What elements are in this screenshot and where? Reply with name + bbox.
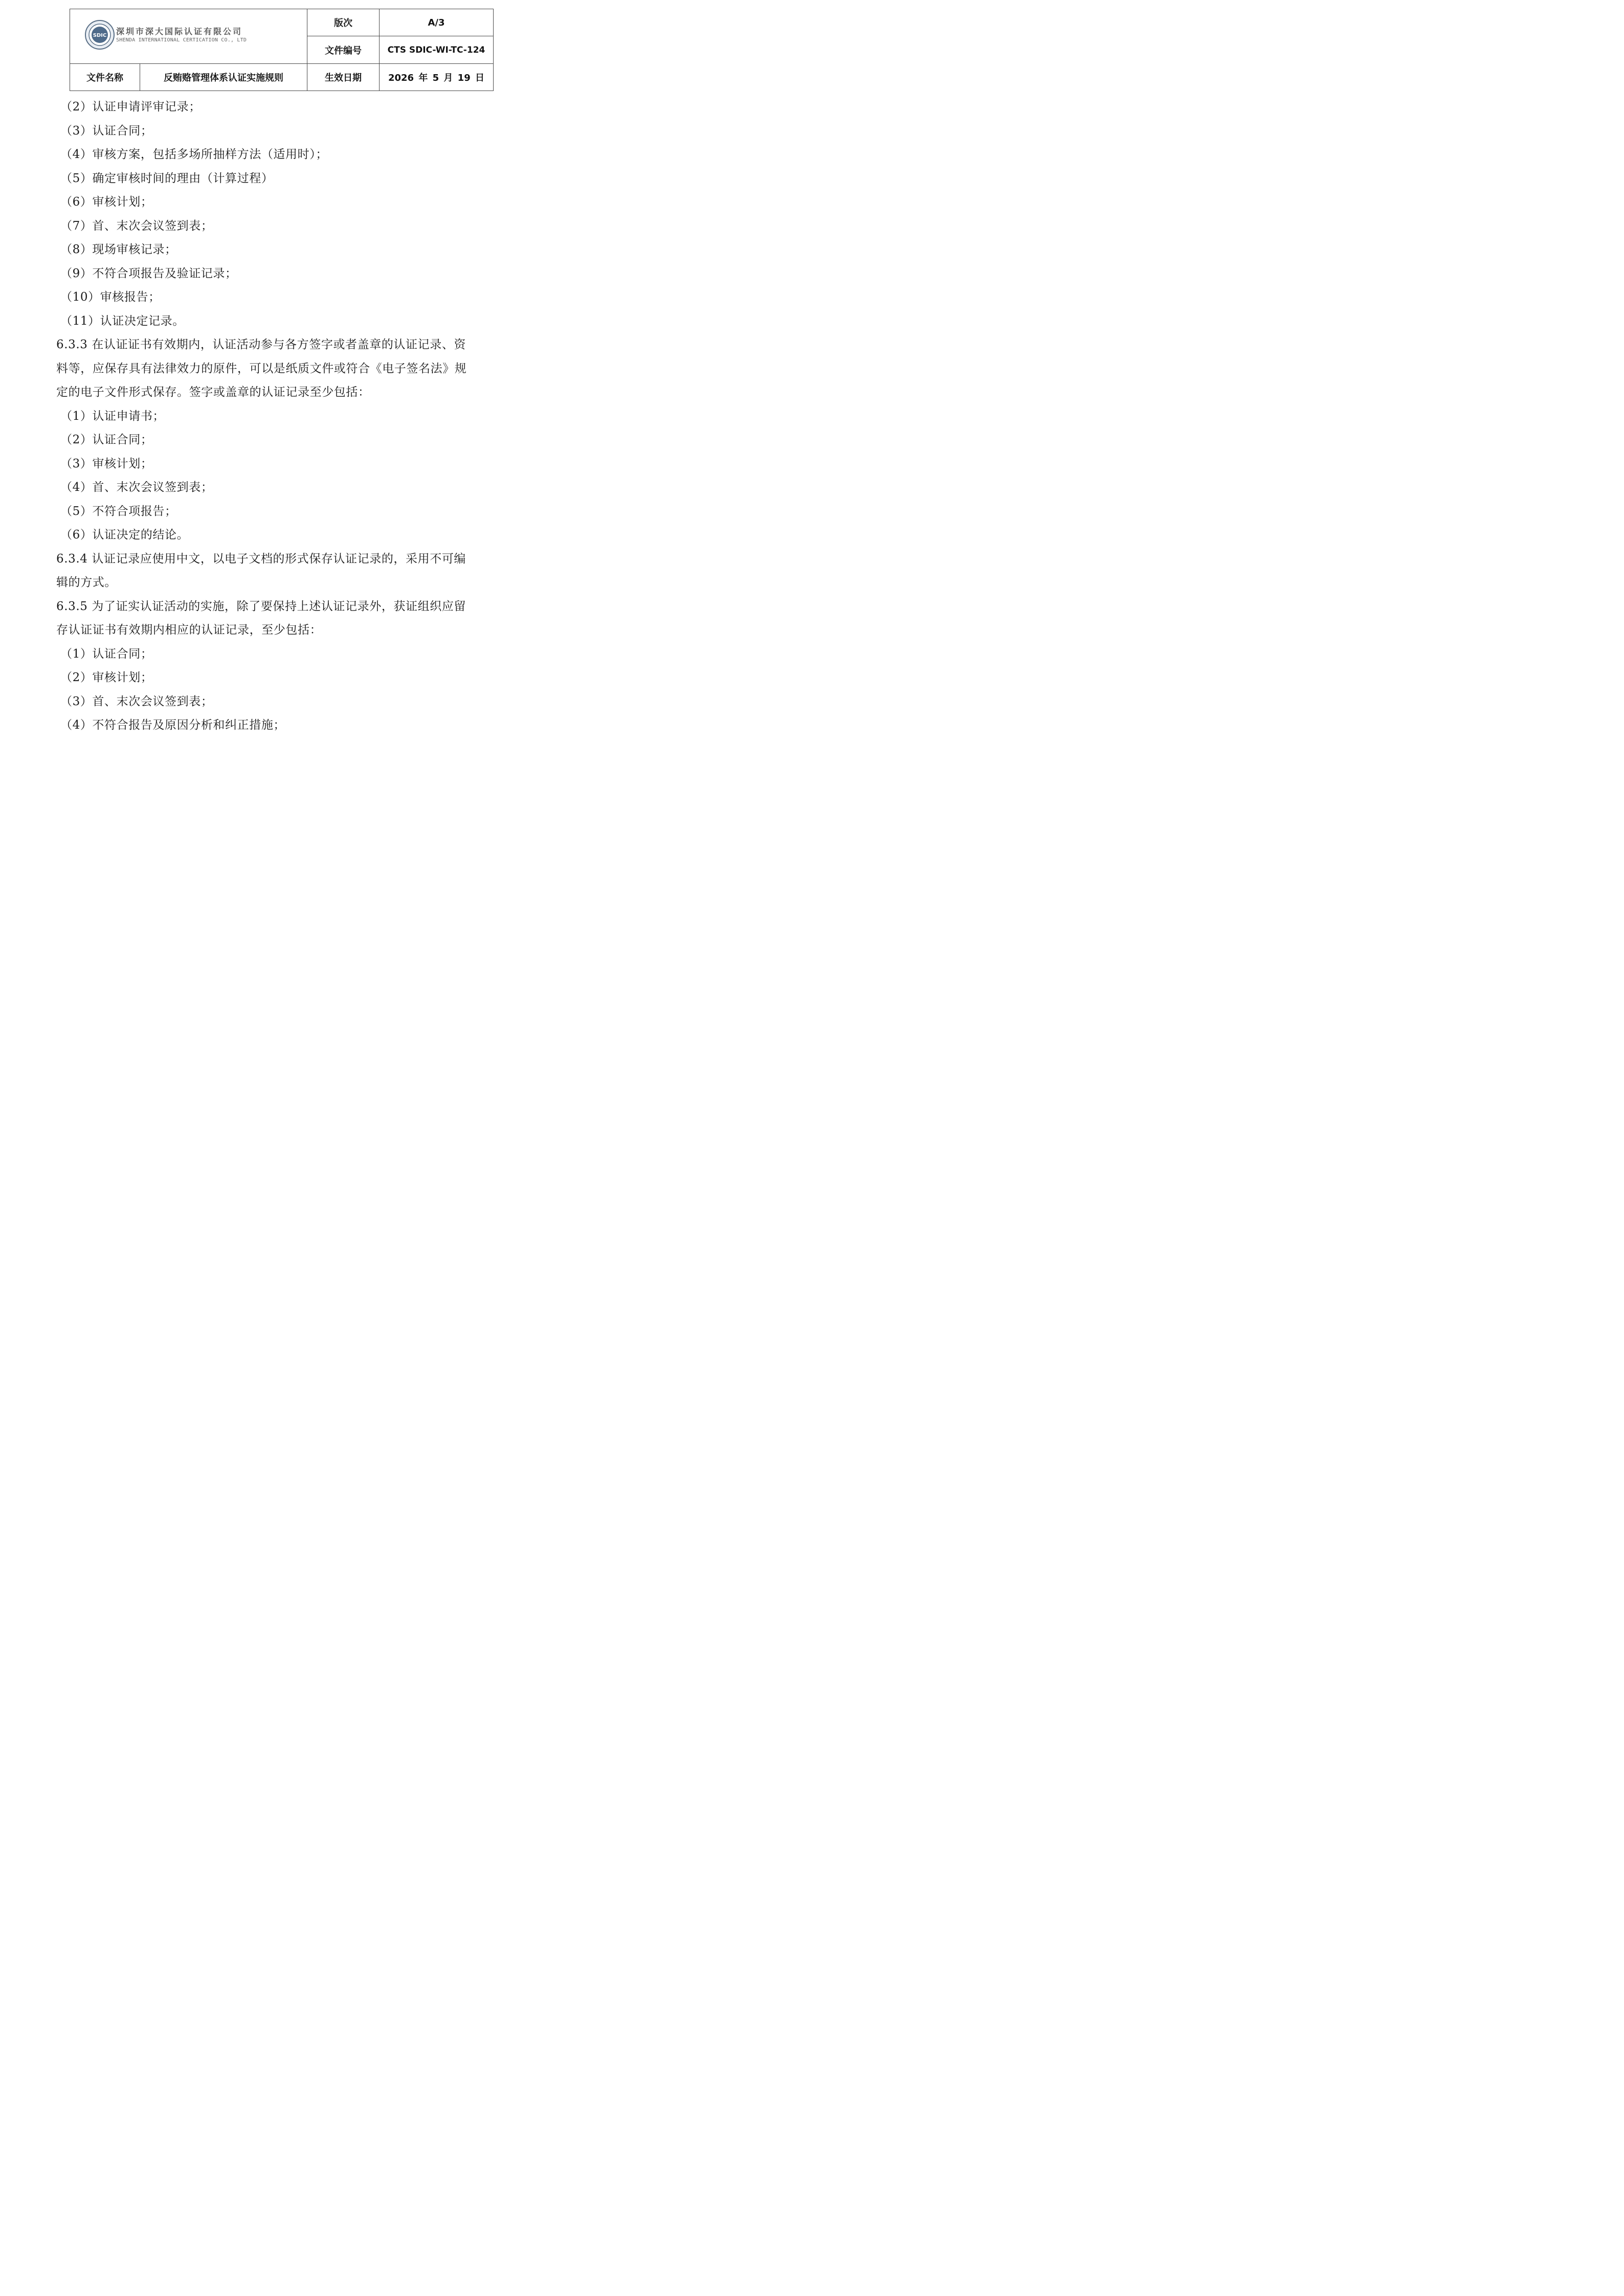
list-item: （5）不符合项报告； — [60, 504, 177, 518]
paragraph-line: 辑的方式。 — [56, 576, 117, 589]
list-item: （2）认证申请评审记录； — [60, 100, 201, 114]
list-item: （3）认证合同； — [60, 124, 153, 138]
svg-text:SDIC: SDIC — [93, 33, 107, 38]
document-body — [56, 95, 511, 737]
company-seal-logo — [84, 19, 115, 50]
company-name-cn: 深圳市深大国际认证有限公司 — [116, 27, 243, 36]
list-item: （3）审核计划； — [60, 457, 153, 470]
paragraph-line: 定的电子文件形式保存。签字或盖章的认证记录至少包括： — [56, 386, 370, 399]
list-item: （2）审核计划； — [60, 671, 153, 684]
list-item: （7）首、末次会议签到表； — [60, 219, 213, 233]
list-item: （8）现场审核记录； — [60, 243, 177, 256]
list-item: （3）首、末次会议签到表； — [60, 694, 213, 708]
company-logo-area — [70, 9, 307, 63]
list-item: （10）审核报告； — [60, 290, 161, 304]
list-item: （2）认证合同； — [60, 433, 153, 446]
company-name-en: SHENDA INTERNATIONAL CERTICATION CO., LTD — [116, 37, 247, 43]
version-label: 版次 — [334, 18, 352, 29]
list-item: （4）首、末次会议签到表； — [60, 481, 213, 494]
paragraph-line: 6.3.4 认证记录应使用中文，以电子文档的形式保存认证记录的，采用不可编 — [56, 552, 466, 566]
effective-date-label: 生效日期 — [325, 73, 362, 83]
doc-name-value: 反贿赂管理体系认证实施规则 — [164, 73, 283, 83]
doc-number-value: CTS SDIC-WI-TC-124 — [387, 44, 485, 55]
list-item: （4）不符合报告及原因分析和纠正措施； — [60, 718, 286, 732]
list-item: （9）不符合项报告及验证记录； — [60, 266, 237, 280]
document-header-table — [70, 9, 494, 91]
paragraph-line: 料等，应保存具有法律效力的原件，可以是纸质文件或符合《电子签名法》规 — [56, 362, 467, 375]
list-item: （6）审核计划； — [60, 195, 153, 209]
paragraph-line: 6.3.3 在认证证书有效期内，认证活动参与各方签字或者盖章的认证记录、资 — [56, 338, 466, 351]
doc-number-label: 文件编号 — [325, 45, 362, 56]
list-item: （6）认证决定的结论。 — [60, 528, 189, 542]
effective-date-value: 2026 年 5 月 19 日 — [388, 73, 484, 83]
version-value: A/3 — [428, 17, 445, 28]
paragraph-line: 6.3.5 为了证实认证活动的实施，除了要保持上述认证记录外，获证组织应留 — [56, 599, 466, 613]
list-item: （4）审核方案，包括多场所抽样方法（适用时）； — [60, 148, 328, 161]
list-item: （11）认证决定记录。 — [60, 314, 185, 328]
list-item: （1）认证申请书； — [60, 409, 165, 423]
list-item: （1）认证合同； — [60, 647, 153, 661]
list-item: （5）确定审核时间的理由（计算过程） — [60, 171, 274, 185]
doc-name-label: 文件名称 — [86, 73, 123, 83]
paragraph-line: 存认证证书有效期内相应的认证记录，至少包括： — [56, 623, 322, 637]
